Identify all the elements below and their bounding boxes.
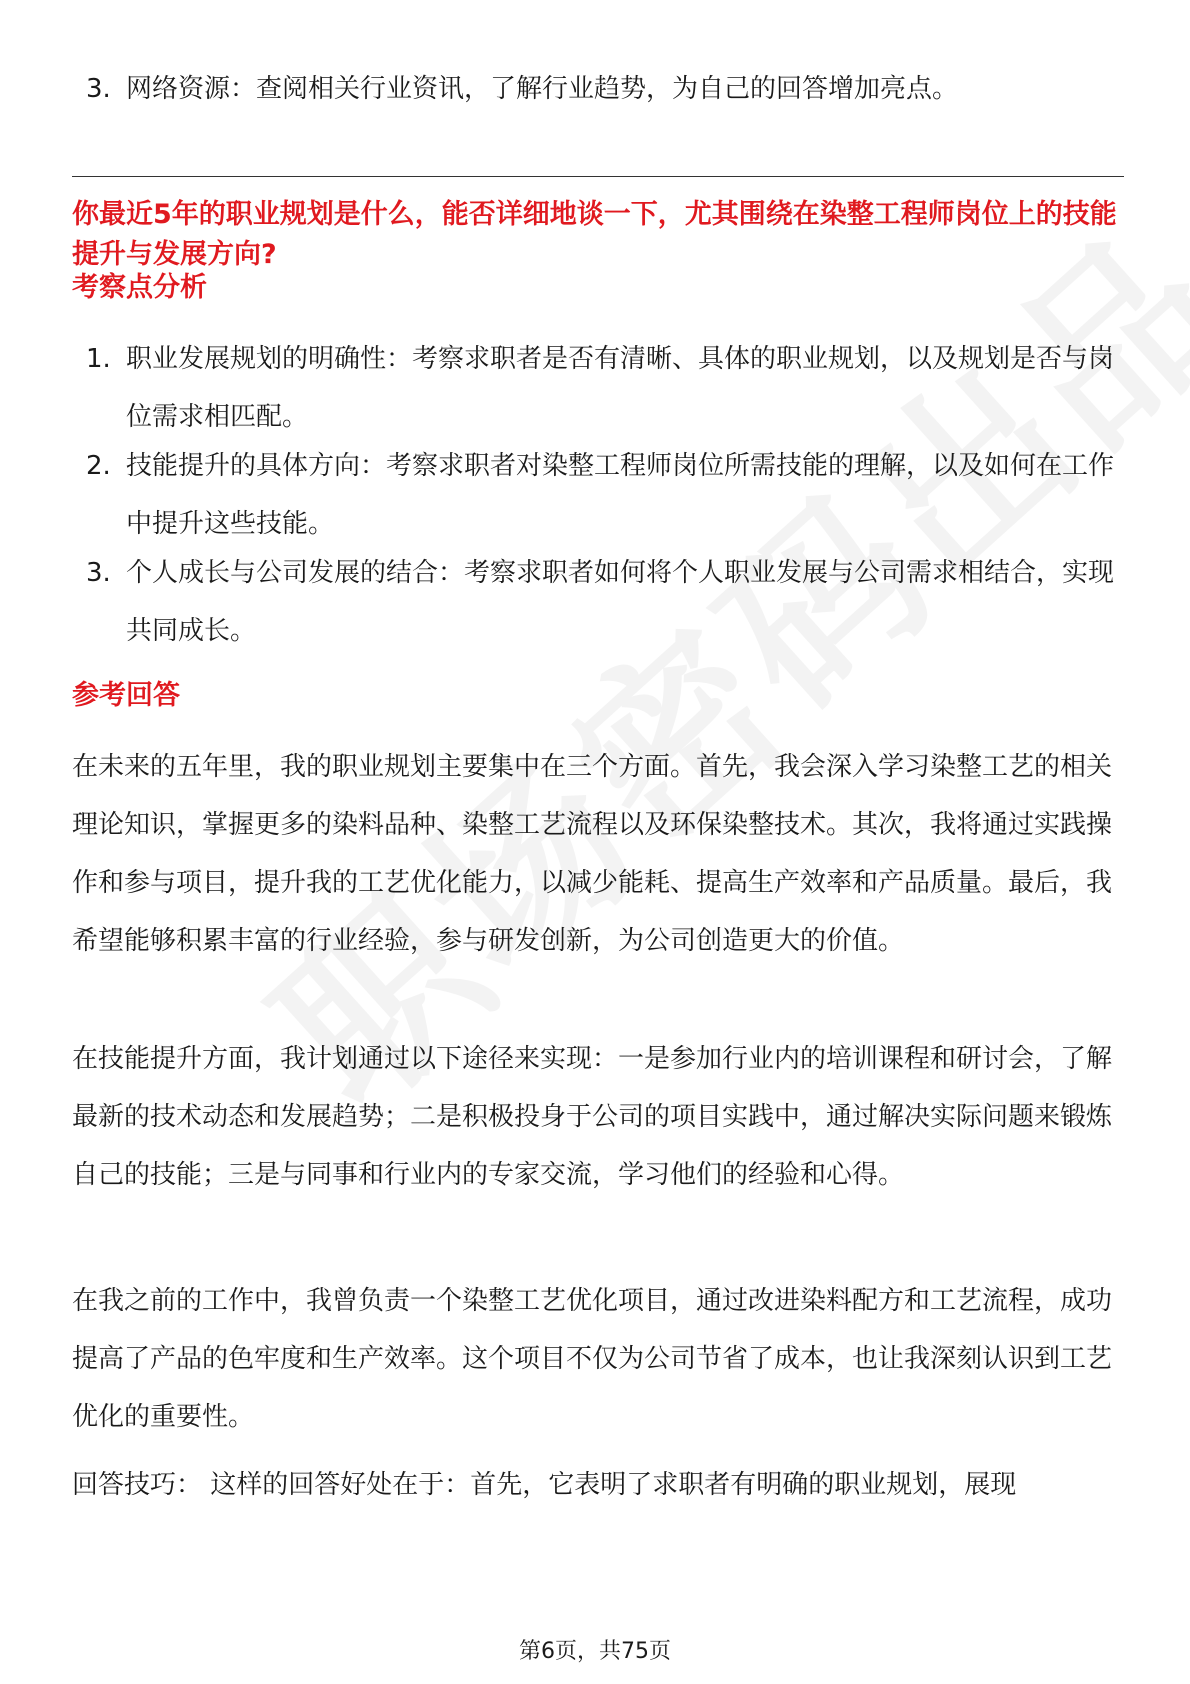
list-item-text: 职业发展规划的明确性：考察求职者是否有清晰、具体的职业规划，以及规划是否与岗位需求相匹配。	[126, 344, 1115, 432]
answer-heading: 参考回答	[72, 680, 180, 711]
list-item-number: 2.	[86, 451, 111, 481]
analysis-heading: 考察点分析	[72, 272, 207, 303]
list-item-text: 网络资源：查阅相关行业资讯，了解行业趋势，为自己的回答增加亮点。	[126, 74, 959, 104]
list-item	[86, 544, 1126, 660]
list-item-text: 个人成长与公司发展的结合：考察求职者如何将个人职业发展与公司需求相结合，实现共同成长。	[126, 558, 1115, 646]
page-number: 第6页，共75页	[519, 1639, 671, 1664]
list-item-number: 3.	[86, 558, 111, 588]
list-item-number: 3.	[86, 74, 111, 104]
question-title: 你最近5年的职业规划是什么，能否详细地谈一下，尤其围绕在染整工程师岗位上的技能提升与发展方向?	[72, 199, 1117, 270]
answer-paragraph: 在我之前的工作中，我曾负责一个染整工艺优化项目，通过改进染料配方和工艺流程，成功提高了产品的色牢度和生产效率。这个项目不仅为公司节省了成本，也让我深刻认识到工艺优化的重要性。	[72, 1286, 1113, 1432]
divider	[72, 176, 1124, 177]
list-item	[86, 330, 1126, 446]
list-item	[86, 60, 1126, 118]
tips-paragraph: 回答技巧： 这样的回答好处在于：首先，它表明了求职者有明确的职业规划，展现	[72, 1470, 1017, 1500]
answer-paragraph: 在技能提升方面，我计划通过以下途径来实现：一是参加行业内的培训课程和研讨会，了解最新的技术动态和发展趋势；二是积极投身于公司的项目实践中，通过解决实际问题来锻炼自己的技能；三是与同事和行业内的专家交流，学习他们的经验和心得。	[72, 1044, 1113, 1190]
answer-paragraph: 在未来的五年里，我的职业规划主要集中在三个方面。首先，我会深入学习染整工艺的相关理论知识，掌握更多的染料品种、染整工艺流程以及环保染整技术。其次，我将通过实践操作和参与项目，提升我的工艺优化能力，以减少能耗、提高生产效率和产品质量。最后，我希望能够积累丰富的行业经验，参与研发创新，为公司创造更大的价值。	[72, 752, 1113, 956]
list-item-number: 1.	[86, 344, 111, 374]
list-item	[86, 437, 1126, 553]
list-item-text: 技能提升的具体方向：考察求职者对染整工程师岗位所需技能的理解，以及如何在工作中提升这些技能。	[126, 451, 1115, 539]
